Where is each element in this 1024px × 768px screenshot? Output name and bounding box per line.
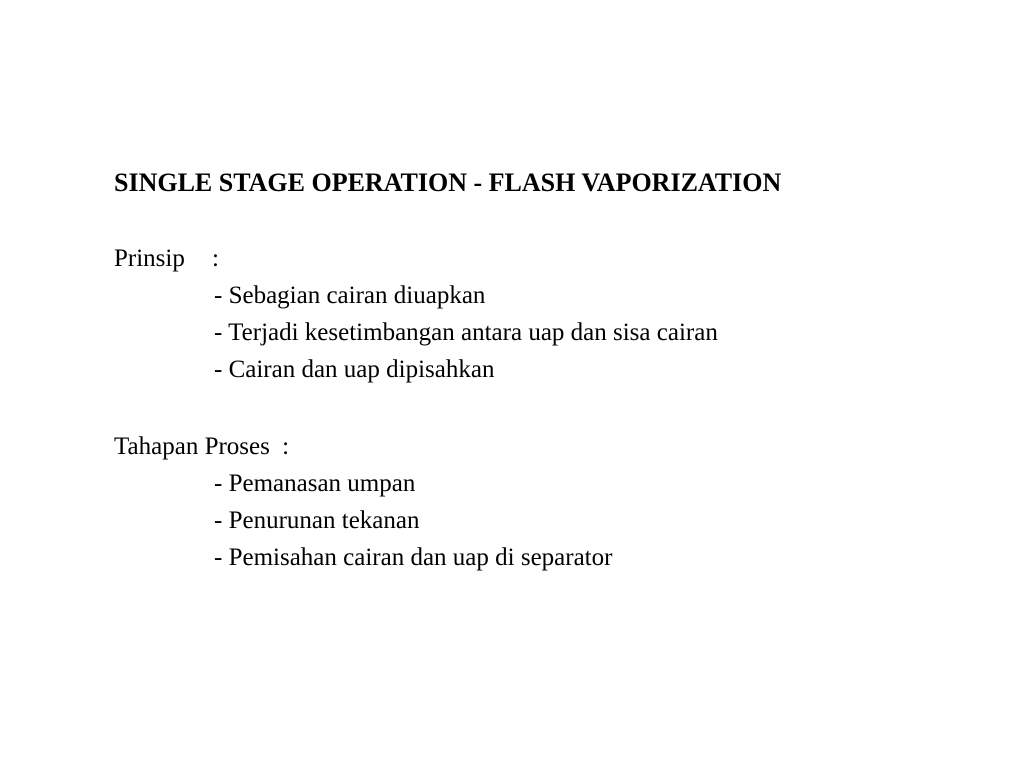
prinsip-item: - Cairan dan uap dipisahkan [214, 356, 495, 383]
slide-title: SINGLE STAGE OPERATION - FLASH VAPORIZATION [114, 168, 782, 197]
tahapan-item: - Pemisahan cairan dan uap di separator [214, 544, 613, 571]
tahapan-heading-label: Tahapan Proses [114, 433, 270, 460]
section-tahapan [114, 428, 612, 576]
tahapan-heading-colon: : [282, 433, 290, 460]
prinsip-item: - Terjadi kesetimbangan antara uap dan sisa cairan [214, 319, 718, 346]
prinsip-heading [114, 240, 718, 277]
tahapan-item: - Penurunan tekanan [214, 507, 420, 534]
prinsip-item: - Sebagian cairan diuapkan [214, 282, 486, 309]
tahapan-heading [114, 428, 612, 465]
tahapan-item: - Pemanasan umpan [214, 470, 416, 497]
section-prinsip [114, 240, 718, 388]
prinsip-heading-colon: : [212, 245, 219, 272]
prinsip-heading-label: Prinsip [114, 245, 185, 272]
